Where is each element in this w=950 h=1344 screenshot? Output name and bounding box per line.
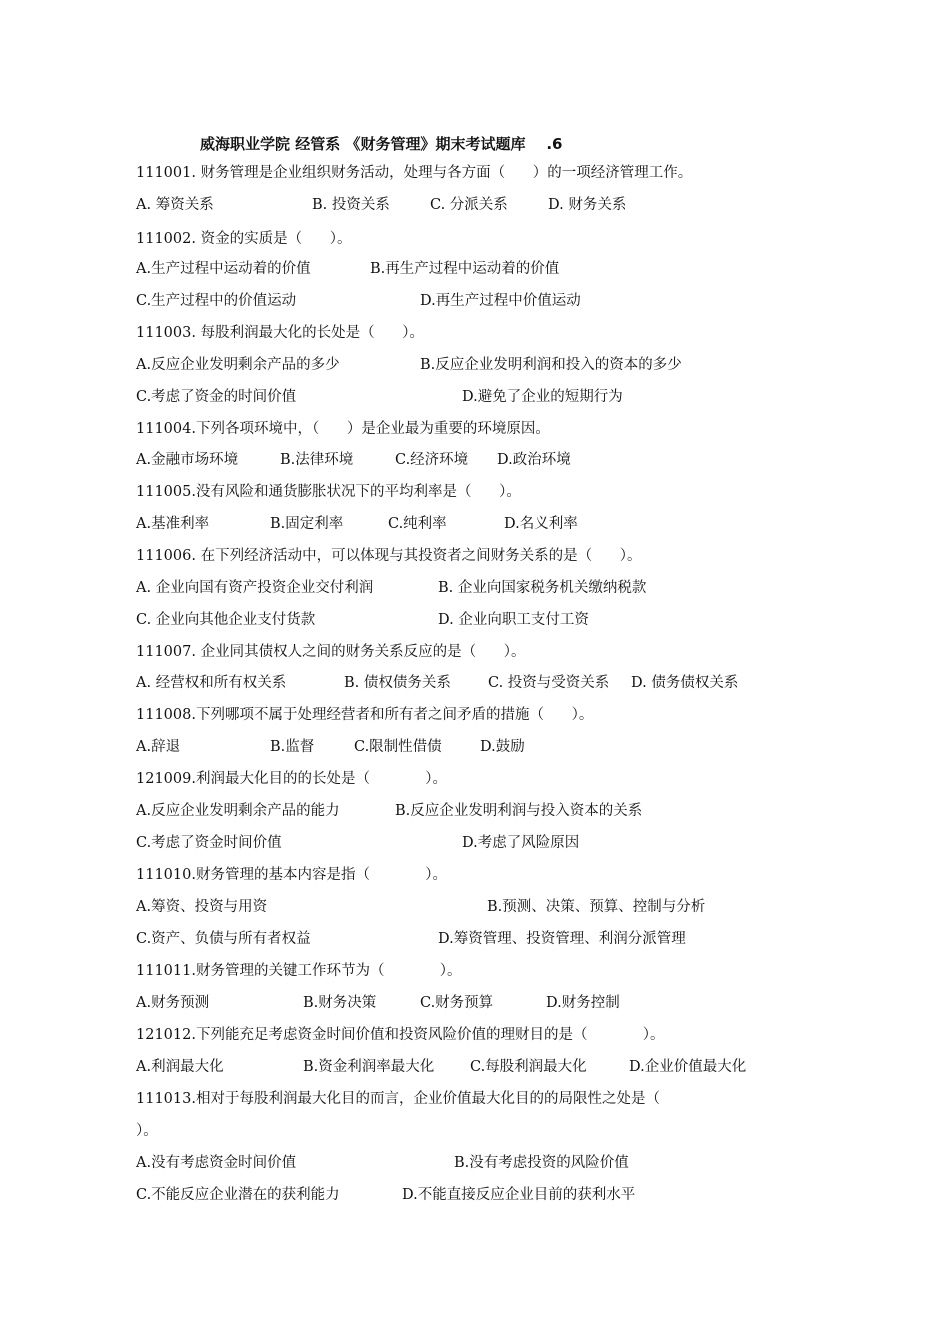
answer-option: A.没有考虑资金时间价值 — [136, 1155, 297, 1171]
answer-option: C. 分派关系 — [430, 197, 508, 213]
question-text-continued: ）。 — [136, 1123, 158, 1139]
answer-option: A.基准利率 — [136, 516, 210, 532]
answer-option: B.预测、决策、预算、控制与分析 — [487, 899, 706, 915]
answer-option: C.每股利润最大化 — [470, 1059, 587, 1075]
answer-option: D.考虑了风险原因 — [462, 835, 580, 851]
question-text: 111004.下列各项环境中，（ ）是企业最为重要的环境原因。 — [136, 421, 550, 437]
document-title: 威海职业学院 经管系 《财务管理》期末考试题库 .6 — [200, 135, 563, 153]
answer-option: D.鼓励 — [480, 739, 525, 755]
answer-option: C.财务预算 — [420, 995, 494, 1011]
question-text: 111010.财务管理的基本内容是指（ ）。 — [136, 867, 448, 883]
answer-option: C.限制性借债 — [354, 739, 442, 755]
answer-option: D.企业价值最大化 — [629, 1059, 747, 1075]
answer-option: C.资产、负债与所有者权益 — [136, 931, 311, 947]
question-text: 111008.下列哪项不属于处理经营者和所有者之间矛盾的措施（ ）。 — [136, 707, 594, 723]
question-text: 121012.下列能充足考虑资金时间价值和投资风险价值的理财目的是（ ）。 — [136, 1027, 665, 1043]
question-text: 111011.财务管理的关键工作环节为（ ）。 — [136, 963, 462, 979]
answer-option: B.监督 — [270, 739, 315, 755]
answer-option: B.没有考虑投资的风险价值 — [454, 1155, 629, 1171]
answer-option: C.生产过程中的价值运动 — [136, 293, 297, 309]
answer-option: B.财务决策 — [303, 995, 377, 1011]
answer-option: C.经济环境 — [395, 452, 469, 468]
question-text: 111002. 资金的实质是（ ）。 — [136, 231, 352, 247]
answer-option: D.财务控制 — [546, 995, 620, 1011]
answer-option: D. 企业向职工支付工资 — [438, 612, 589, 628]
answer-option: D. 债务债权关系 — [631, 675, 739, 691]
answer-option: D.不能直接反应企业目前的获利水平 — [402, 1187, 636, 1203]
answer-option: C.考虑了资金时间价值 — [136, 835, 282, 851]
answer-option: C.不能反应企业潜在的获利能力 — [136, 1187, 340, 1203]
answer-option: B. 债权债务关系 — [344, 675, 451, 691]
answer-option: A.辞退 — [136, 739, 181, 755]
answer-option: C. 企业向其他企业支付货款 — [136, 612, 316, 628]
answer-option: C.考虑了资金的时间价值 — [136, 389, 297, 405]
answer-option: B.资金利润率最大化 — [303, 1059, 435, 1075]
answer-option: D.名义利率 — [504, 516, 578, 532]
answer-option: B.反应企业发明利润与投入资本的关系 — [395, 803, 643, 819]
question-text: 111007. 企业同其债权人之间的财务关系反应的是（ ）。 — [136, 644, 526, 660]
answer-option: B. 企业向国家税务机关缴纳税款 — [438, 580, 647, 596]
answer-option: A.金融市场环境 — [136, 452, 239, 468]
answer-option: A.财务预测 — [136, 995, 210, 1011]
question-text: 111006. 在下列经济活动中，可以体现与其投资者之间财务关系的是（ ）。 — [136, 548, 642, 564]
answer-option: D.政治环境 — [497, 452, 571, 468]
answer-option: A. 筹资关系 — [136, 197, 214, 213]
question-text: 111003. 每股利润最大化的长处是（ ）。 — [136, 325, 424, 341]
question-text: 111005.没有风险和通货膨胀状况下的平均利率是（ ）。 — [136, 484, 521, 500]
question-text: 111013.相对于每股利润最大化目的而言，企业价值最大化目的的局限性之处是（ — [136, 1091, 660, 1107]
answer-option: C. 投资与受资关系 — [488, 675, 610, 691]
answer-option: B.反应企业发明利润和投入的资本的多少 — [420, 357, 682, 373]
answer-option: D.再生产过程中价值运动 — [420, 293, 581, 309]
answer-option: D.避免了企业的短期行为 — [462, 389, 623, 405]
answer-option: A. 经营权和所有权关系 — [136, 675, 287, 691]
answer-option: A.反应企业发明剩余产品的能力 — [136, 803, 340, 819]
answer-option: A.利润最大化 — [136, 1059, 224, 1075]
answer-option: A.反应企业发明剩余产品的多少 — [136, 357, 340, 373]
answer-option: A.筹资、投资与用资 — [136, 899, 268, 915]
question-text: 111001. 财务管理是企业组织财务活动，处理与各方面（ ）的一项经济管理工作。 — [136, 165, 693, 181]
answer-option: B.法律环境 — [280, 452, 354, 468]
answer-option: A. 企业向国有资产投资企业交付利润 — [136, 580, 374, 596]
answer-option: D. 财务关系 — [548, 197, 627, 213]
answer-option: D.筹资管理、投资管理、利润分派管理 — [438, 931, 686, 947]
answer-option: B. 投资关系 — [312, 197, 390, 213]
answer-option: C.纯利率 — [388, 516, 447, 532]
answer-option: A.生产过程中运动着的价值 — [136, 261, 311, 277]
answer-option: B.再生产过程中运动着的价值 — [370, 261, 560, 277]
question-text: 121009.利润最大化目的的长处是（ ）。 — [136, 771, 448, 787]
answer-option: B.固定利率 — [270, 516, 344, 532]
